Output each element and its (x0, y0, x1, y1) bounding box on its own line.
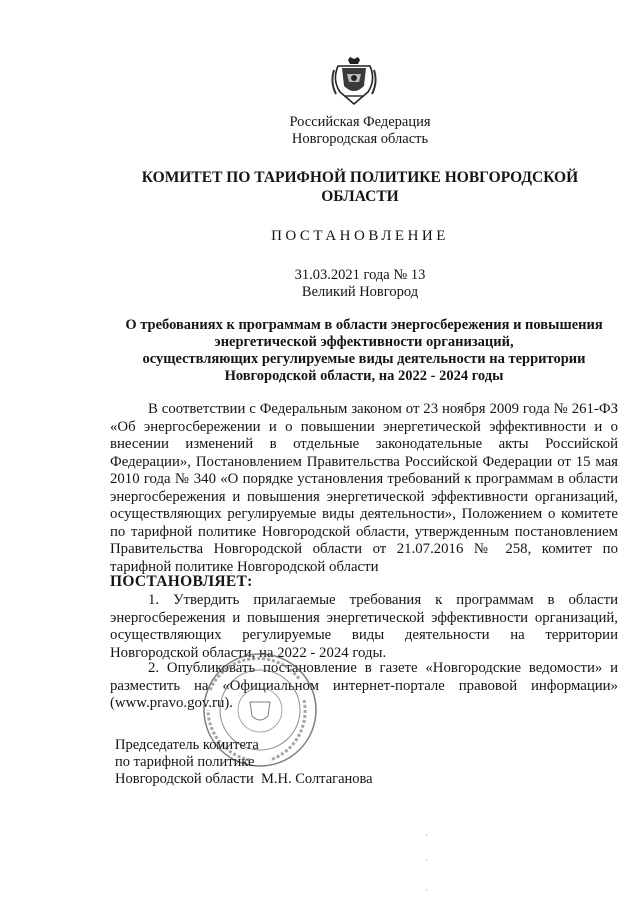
scan-mark: · (425, 885, 428, 895)
item-2-paragraph: 2. Опубликовать постановление в газете «Новгородские ведомости» и разместить на «Официальном интернет-портале правовой информации» (www.pravo.gov.ru). (110, 660, 618, 711)
subject-line: Новгородской области, на 2022 - 2024 годы (224, 368, 504, 384)
item-1-paragraph: 1. Утвердить прилагаемые требования к программам в области энергосбережения и повышения энергетической эффективности организаций, осуществляющих регулируемые виды деятельности на территории Новгородской области, на 2022 - 2024 годы. (110, 592, 618, 661)
signer-title-line-2: по тарифной политике (115, 754, 255, 770)
coat-of-arms-icon (330, 56, 378, 106)
document-subject (108, 317, 620, 385)
signer-title-line-3: Новгородской области М.Н. Солтаганова (115, 771, 373, 787)
region-line: Новгородская область (291, 131, 429, 147)
scan-mark: · (425, 855, 428, 865)
subject-line: энергетической эффективности организаций, (214, 334, 514, 350)
subject-line: О требованиях к программам в области энергосбережения и повышения (125, 317, 603, 333)
decree-heading: ПОСТАНОВЛЯЕТ: (110, 573, 253, 590)
signer-title-line-1: Председатель комитета (115, 737, 259, 753)
place-line: Великий Новгород (301, 284, 419, 300)
date-number: 31.03.2021 года № 13 (294, 267, 426, 283)
signer-name: М.Н. Солтаганова (260, 771, 373, 787)
scan-mark: · (425, 830, 428, 840)
preamble-paragraph: В соответствии с Федеральным законом от 23 ноября 2009 года № 261-ФЗ «Об энергосбережении и о повышении энергетической эффективности и о внесении изменений в отдельные законодательные акты Российской Федерации», Постановлением Правительства Российской Федерации от 15 мая 2010 года № 340 «О порядке установления требований к программам в области энергосбережения и повышения энергетической эффективности организаций, осуществляющих регулируемые виды деятельности», Положением о комитете по тарифной политике Новгородской области, утвержденным постановлением Правительства Новгородской области от 21.07.2016 № 258, комитет по тарифной политике Новгородской области (110, 401, 618, 575)
country-line: Российская Федерация (289, 114, 431, 130)
document-type: ПОСТАНОВЛЕНИЕ (271, 228, 449, 244)
subject-line: осуществляющих регулируемые виды деятельности на территории (142, 351, 586, 367)
committee-title: КОМИТЕТ ПО ТАРИФНОЙ ПОЛИТИКЕ НОВГОРОДСКОЙ ОБЛАСТИ (141, 169, 579, 205)
